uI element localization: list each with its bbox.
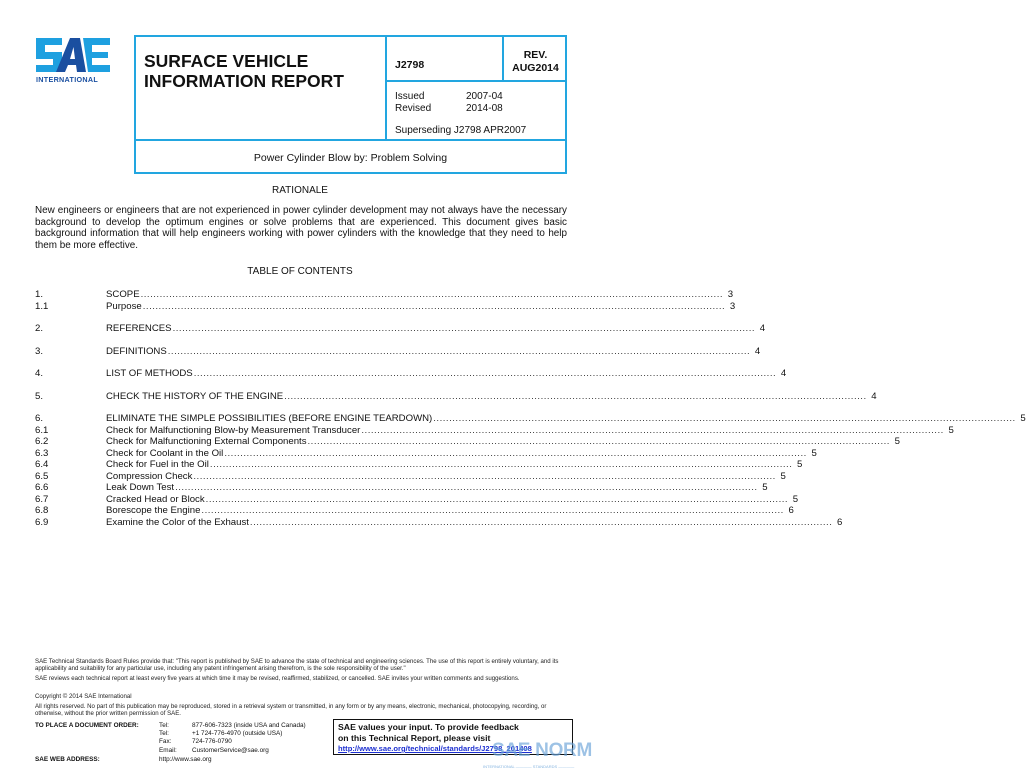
web-link[interactable]: http://www.sae.org bbox=[159, 756, 212, 763]
document-title: Power Cylinder Blow by: Problem Solving bbox=[253, 152, 448, 164]
toc-entry[interactable]: 3. DEFINITIONS ........................................................................................................................................................................................ 4 bbox=[35, 345, 761, 357]
rationale-heading: RATIONALE bbox=[272, 185, 328, 196]
toc-entry[interactable]: 6.6 Leak Down Test ........................................................................................................................................................................................ 5 bbox=[35, 482, 768, 493]
toc-entry[interactable]: 6.9 Examine the Color of the Exhaust ........................................................................................................................................................................................ 6 bbox=[35, 516, 843, 528]
table-of-contents bbox=[35, 289, 1026, 528]
rationale-body: New engineers or engineers that are not experienced in power cylinder development may not always have the necessary background to develop the optimum engines or solve problems that are experienced. This document gives basic background information that will help engineers working with power cylinders with the knowledge that they need to help them be more effective. bbox=[35, 205, 567, 251]
issued-date: 2007-04 bbox=[466, 91, 503, 102]
footer-rights: All rights reserved. No part of this publication may be reproduced, stored in a retrieval system or transmitted, in any form or by any means, electronic, mechanical, photocopying, recording, or otherwise, without the prior written permission of SAE. bbox=[35, 703, 547, 718]
divider bbox=[136, 139, 567, 141]
report-type-title: SURFACE VEHICLE INFORMATION REPORT bbox=[144, 51, 344, 91]
footer-disclaimer: SAE Technical Standards Board Rules provide that: "This report is published by SAE to advance the state of technical and engineering sciences. The use of this report is entirely voluntary, and its applicability and suitability for any particular use, including any patent infringement arising therefrom, is the sole responsibility of the user." bbox=[35, 658, 559, 673]
toc-entry[interactable]: 1.1 Purpose ........................................................................................................................................................................................ 3 bbox=[35, 300, 736, 312]
toc-entry[interactable]: 6.5 Compression Check ........................................................................................................................................................................................ 5 bbox=[35, 470, 786, 482]
fax: 724-776-0790 bbox=[192, 738, 232, 746]
revision-value: AUG2014 bbox=[512, 62, 559, 74]
sae-logo-icon bbox=[34, 36, 114, 76]
revised-date: 2014-08 bbox=[466, 102, 503, 114]
issue-dates: Issued 2007-04 Revised 2014-08 bbox=[395, 91, 503, 114]
toc-entry[interactable]: 5. CHECK THE HISTORY OF THE ENGINE ........................................................................................................................................................................................ 4 bbox=[35, 390, 877, 402]
footer-copyright: Copyright © 2014 SAE International bbox=[35, 693, 132, 700]
feedback-box: SAE values your input. To provide feedback on this Technical Report, please visit http://www.sae.org/technical/standards/J2798_201408 bbox=[333, 719, 573, 755]
watermark-subtext: INTERNATIONAL ———— STANDARDS ———— bbox=[483, 764, 575, 769]
toc-heading: TABLE OF CONTENTS bbox=[247, 266, 353, 277]
toc-entry[interactable]: 2. REFERENCES ........................................................................................................................................................................................ 4 bbox=[35, 323, 766, 334]
toc-entry[interactable]: 6. ELIMINATE THE SIMPLE POSSIBILITIES (BEFORE ENGINE TEARDOWN) ........................................................................................................................................................................................ 5 bbox=[35, 413, 1026, 424]
toc-entry[interactable]: 6.8 Borescope the Engine ........................................................................................................................................................................................ 6 bbox=[35, 505, 794, 516]
footer-review-note: SAE reviews each technical report at least every five years at which time it may be revised, reaffirmed, stabilized, or cancelled. SAE invites your written comments and suggestions. bbox=[35, 675, 520, 682]
feedback-link[interactable]: http://www.sae.org/technical/standards/J2798_201408 bbox=[338, 744, 532, 753]
phone-us: 877-606-7323 (inside USA and Canada) bbox=[192, 722, 306, 729]
divider bbox=[385, 37, 387, 139]
toc-entry[interactable]: 6.4 Check for Fuel in the Oil ........................................................................................................................................................................................ 5 bbox=[35, 459, 803, 470]
superseding-note: Superseding J2798 APR2007 bbox=[395, 125, 527, 136]
toc-entry[interactable]: 6.7 Cracked Head or Block ........................................................................................................................................................................................ 5 bbox=[35, 493, 799, 505]
watermark: SAE NORM bbox=[492, 740, 592, 761]
toc-entry[interactable]: 1. SCOPE ........................................................................................................................................................................................ 3 bbox=[35, 289, 734, 300]
phone-intl: +1 724-776-4970 (outside USA) bbox=[192, 730, 283, 738]
document-number: J2798 bbox=[395, 59, 425, 71]
toc-entry[interactable]: 4. LIST OF METHODS ........................................................................................................................................................................................ 4 bbox=[35, 368, 787, 379]
document-header-box bbox=[134, 35, 567, 174]
divider bbox=[385, 80, 567, 82]
toc-entry[interactable]: 6.3 Check for Coolant in the Oil ........................................................................................................................................................................................ 5 bbox=[35, 447, 817, 459]
email-link[interactable]: CustomerService@sae.org bbox=[192, 746, 269, 754]
toc-entry[interactable]: 6.2 Check for Malfunctioning External Components ........................................................................................................................................................................................ 5 bbox=[35, 436, 900, 447]
revision-block: REV. AUG2014 bbox=[504, 49, 567, 75]
toc-entry[interactable]: 6.1 Check for Malfunctioning Blow-by Measurement Transducer ........................................................................................................................................................................................ 5 bbox=[35, 424, 954, 436]
logo-subtext: INTERNATIONAL bbox=[36, 75, 99, 84]
